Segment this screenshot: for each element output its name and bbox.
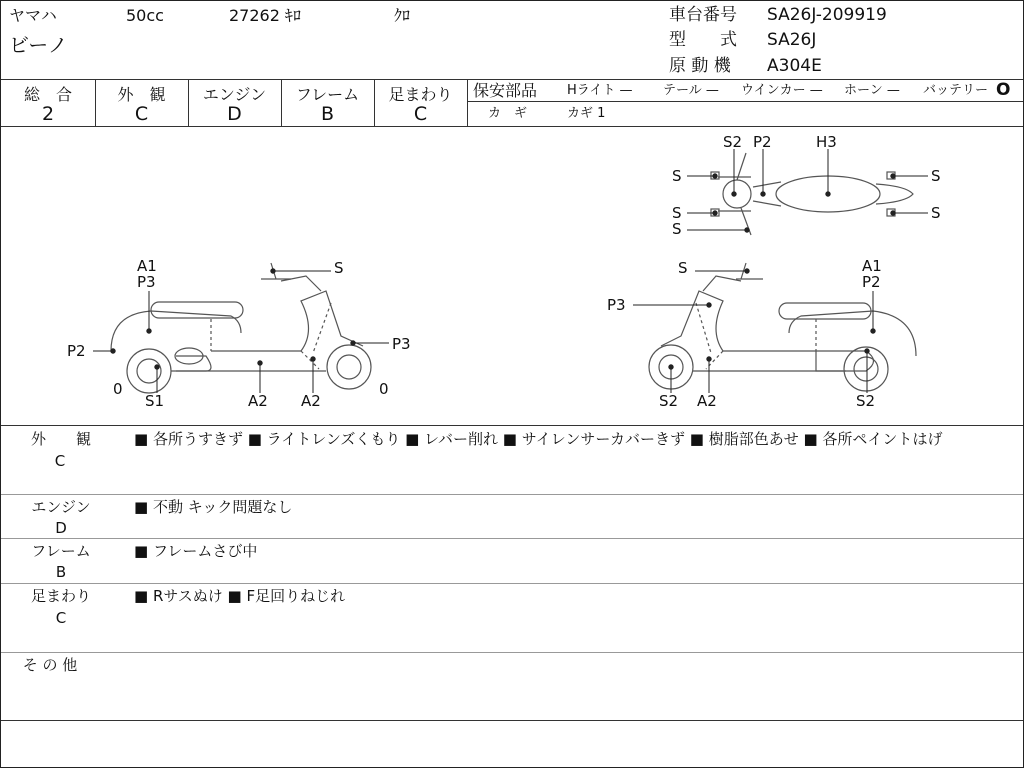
model-name: ビーノ [9, 33, 68, 57]
grade-value-exterior: C [134, 103, 149, 125]
frame-no: SA26J-209919 [767, 5, 887, 25]
grade-value-suspension: C [413, 103, 428, 125]
left-label-s1: S1 [145, 392, 165, 410]
detail-title-other: そ の 他 [22, 656, 78, 674]
detail-grade-exterior: C [54, 452, 66, 470]
left-label-zero-2: 0 [379, 380, 389, 398]
left-label-p3: P3 [137, 273, 156, 291]
left-label-a1: A1 [137, 257, 157, 275]
top-label-h3: H3 [816, 133, 837, 151]
detail-grade-engine: D [55, 519, 67, 537]
grade-value-overall: 2 [41, 103, 55, 125]
top-label-s-2: S [672, 204, 682, 222]
top-label-s-5: S [931, 204, 941, 222]
displacement: 50cc [126, 6, 164, 25]
detail-text-exterior: ■ 各所うすきず ■ ライトレンズくもり ■ レバー削れ ■ サイレンサーカバーきず ■ 樹脂部色あせ ■ 各所ペイントはげ [134, 430, 943, 448]
left-label-s: S [334, 259, 344, 277]
detail-text-suspension: ■ Rサスぬけ ■ F足回りねじれ [134, 587, 346, 605]
left-label-p3b: P3 [392, 335, 411, 353]
frame-no-label: 車台番号 [669, 5, 737, 25]
grade-value-frame: B [320, 103, 335, 125]
safety-title: 保安部品 [473, 81, 538, 100]
grade-value-engine: D [227, 103, 242, 125]
type-value: SA26J [767, 30, 817, 50]
top-label-s-4: S [931, 167, 941, 185]
grade-label-suspension: 足まわり [388, 85, 453, 104]
right-label-p3: P3 [607, 296, 626, 314]
grade-label-engine: エンジン [202, 85, 267, 104]
maker: ヤマハ [9, 6, 57, 25]
mileage: 27262 ｷﾛ [229, 6, 301, 25]
safety-battery-mark: O [996, 80, 1011, 100]
grade-label-exterior: 外 観 [117, 85, 166, 104]
detail-grade-suspension: C [55, 609, 67, 627]
left-label-a2-2: A2 [301, 392, 321, 410]
type-label: 型 式 [669, 30, 737, 50]
body-color: ｸﾛ [394, 6, 411, 25]
right-label-a1: A1 [862, 257, 882, 275]
key-label: カ ギ [488, 106, 528, 121]
right-label-p2: P2 [862, 273, 881, 291]
top-label-s-3: S [672, 220, 682, 238]
top-label-s2: S2 [723, 133, 743, 151]
engine-label: 原 動 機 [669, 56, 731, 76]
detail-title-exterior: 外 観 [30, 430, 91, 448]
top-label-s-1: S [672, 167, 682, 185]
safety-battery-label: バッテリー [923, 83, 989, 98]
safety-headlight: Hライト — [567, 83, 633, 98]
top-view-scooter [711, 153, 913, 235]
right-label-s2-1: S2 [659, 392, 679, 410]
detail-text-engine: ■ 不動 キック問題なし [134, 498, 293, 516]
detail-text-frame: ■ フレームさび中 [134, 542, 258, 560]
right-label-s2-2: S2 [856, 392, 876, 410]
grade-label-overall: 総 合 [23, 85, 72, 104]
safety-winker: ウインカー — [741, 83, 823, 98]
right-label-s: S [678, 259, 688, 277]
left-label-p2: P2 [67, 342, 86, 360]
detail-title-engine: エンジン [31, 498, 91, 516]
detail-title-frame: フレーム [31, 542, 91, 560]
safety-tail: テール — [663, 83, 719, 98]
top-label-p2: P2 [753, 133, 772, 151]
grade-label-frame: フレーム [295, 85, 360, 104]
engine-value: A304E [767, 56, 822, 76]
detail-title-suspension: 足まわり [30, 587, 91, 605]
right-label-a2: A2 [697, 392, 717, 410]
left-label-a2-1: A2 [248, 392, 268, 410]
key-value: カギ 1 [567, 106, 606, 121]
damage-diagram [1, 127, 1023, 425]
left-label-zero-1: 0 [113, 380, 123, 398]
safety-horn: ホーン — [844, 83, 900, 98]
detail-grade-frame: B [55, 563, 67, 581]
